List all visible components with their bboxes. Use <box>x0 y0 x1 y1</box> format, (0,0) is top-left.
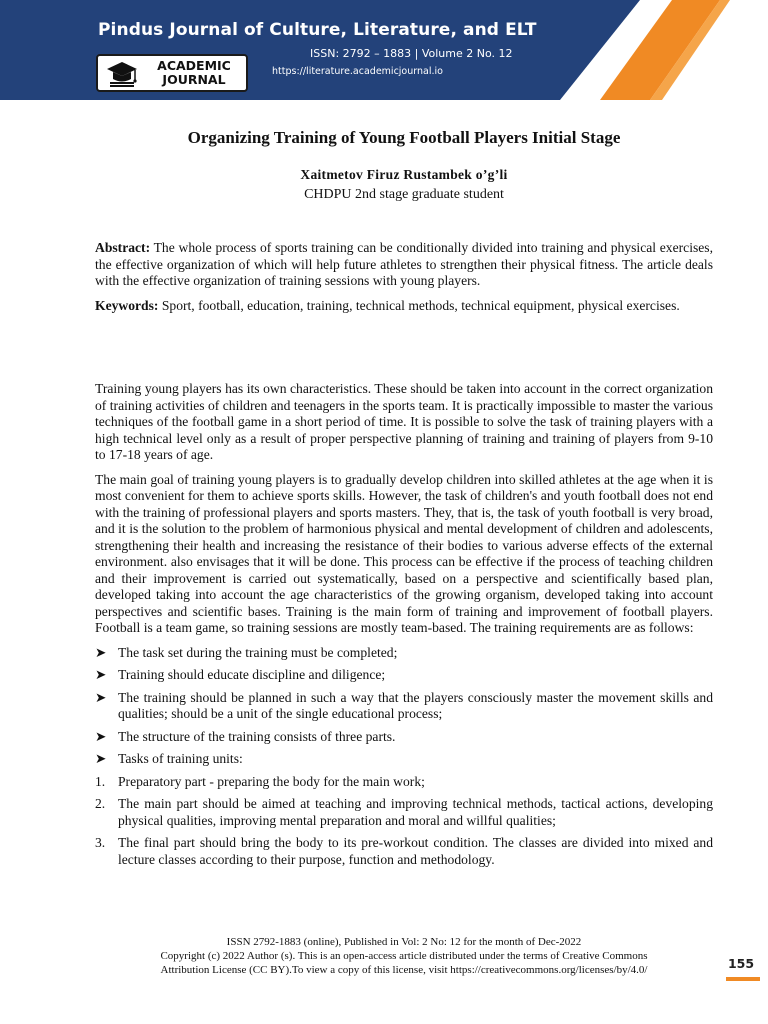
academic-journal-logo <box>96 54 248 92</box>
abstract <box>95 240 713 290</box>
list-number: 1. <box>95 773 106 789</box>
numbered-item <box>95 835 713 868</box>
journal-header-banner <box>0 0 768 100</box>
arrow-bullet-icon: ➤ <box>95 751 107 766</box>
numbered-item <box>95 796 713 829</box>
bullet-item <box>95 667 713 684</box>
abstract-label: Abstract: <box>95 240 151 255</box>
logo-text <box>142 59 246 87</box>
keywords <box>95 298 713 315</box>
bullet-item <box>95 751 713 768</box>
keywords-text: Sport, football, education, training, technical methods, technical equipment, physical exercises. <box>158 297 680 313</box>
bullet-item <box>95 645 713 662</box>
abstract-text: The whole process of sports training can be conditionally divided into training and physical exercises, the effective organization of which will help future athletes to strengthen their physical fitness. The article deals with the effective organization of training sessions with young players. <box>95 240 713 288</box>
bullet-text: The structure of the training consists of three parts. <box>118 728 396 744</box>
arrow-bullet-icon: ➤ <box>95 728 107 744</box>
arrow-bullet-icon: ➤ <box>95 689 107 705</box>
keywords-label: Keywords: <box>95 297 159 313</box>
article-body <box>95 381 713 874</box>
numbered-text: The final part should bring the body to its pre-workout condition. The classes are divided into mixed and lecture classes according to their purpose, function and methodology. <box>118 835 713 867</box>
body-paragraph-1: Training young players has its own characteristics. These should be taken into account in the correct organization of training activities of children and teenagers in the sports team. It is practically impossible to master the various techniques of the football game in a short period of time. It is possible to solve the task of training players with a high technical level only as a result of proper perspective planning of training and training of players from 9-10 to 17-18 years of age. <box>95 381 713 462</box>
author-name: Xaitmetov Firuz Rustambek o’g’li <box>300 167 508 182</box>
journal-url[interactable]: https://literature.academicjournal.io <box>272 66 443 77</box>
bullet-text: Training should educate discipline and diligence; <box>118 667 386 682</box>
footer-issn: ISSN 2792-1883 (online), Published in Vol: 2 No: 12 for the month of Dec-2022 <box>226 936 582 948</box>
page-number: 155 <box>727 956 755 971</box>
arrow-bullet-icon: ➤ <box>95 644 107 660</box>
page-number-underline <box>726 977 760 981</box>
numbered-text: Preparatory part - preparing the body for the main work; <box>118 773 425 789</box>
bullet-item <box>95 729 713 746</box>
list-number: 3. <box>95 835 106 850</box>
issn-volume: ISSN: 2792 – 1883 | Volume 2 No. 12 <box>310 47 513 60</box>
logo-line-2: JOURNAL <box>162 72 226 87</box>
page-footer <box>95 935 713 977</box>
bullet-text: The task set during the training must be completed; <box>118 644 398 660</box>
footer-copyright: Copyright (c) 2022 Author (s). This is an open-access article distributed under the terms of Creative Commons <box>160 950 648 962</box>
article-title: Organizing Training of Young Football Players Initial Stage <box>187 128 621 147</box>
abstract-section <box>95 240 713 322</box>
footer-license: Attribution License (CC BY).To view a copy of this license, visit https://creativecommons.org/licenses/by/4.0/ <box>160 964 648 976</box>
author-affiliation: CHDPU 2nd stage graduate student <box>304 187 504 202</box>
bullet-item <box>95 690 713 723</box>
logo-line-1: ACADEMIC <box>157 58 231 73</box>
numbered-text: The main part should be aimed at teaching and improving technical methods, tactical actions, developing physical qualities, improving mental preparation and moral and willful qualities; <box>118 796 713 828</box>
journal-title: Pindus Journal of Culture, Literature, and ELT <box>98 20 537 40</box>
bullet-text: Tasks of training units: <box>118 751 243 766</box>
bullet-text: The training should be planned in such a way that the players consciously master the movement skills and qualities; should be a unit of the single educational process; <box>118 689 713 721</box>
arrow-bullet-icon: ➤ <box>95 667 107 682</box>
body-paragraph-2: The main goal of training young players is to gradually develop children into skilled athletes at the age when it is most convenient for them to achieve sports skills. However, the task of children's and youth football does not end with the training of professional players and sports masters. They, that is, the task of youth football is very broad, and it is the solution to the problem of harmonious physical and mental development of children and adolescents, strengthening their health and increasing the resistance of their bodies to various adverse effects of the external environment. also envisages that it will be done. This process can be effective if the process of teaching children and their improvement is carried out systematically, based on a perspective and scientifically based plan, developed taking into account the age characteristics of the growing organism, developed taking into account perspectives and scientific bases. Training is the main form of training and improvement of football players. Football is a team game, so training sessions are mostly team-based. The training requirements are as follows: <box>95 471 713 635</box>
list-number: 2. <box>95 796 106 811</box>
numbered-item <box>95 774 713 791</box>
graduation-cap-icon <box>106 60 138 88</box>
